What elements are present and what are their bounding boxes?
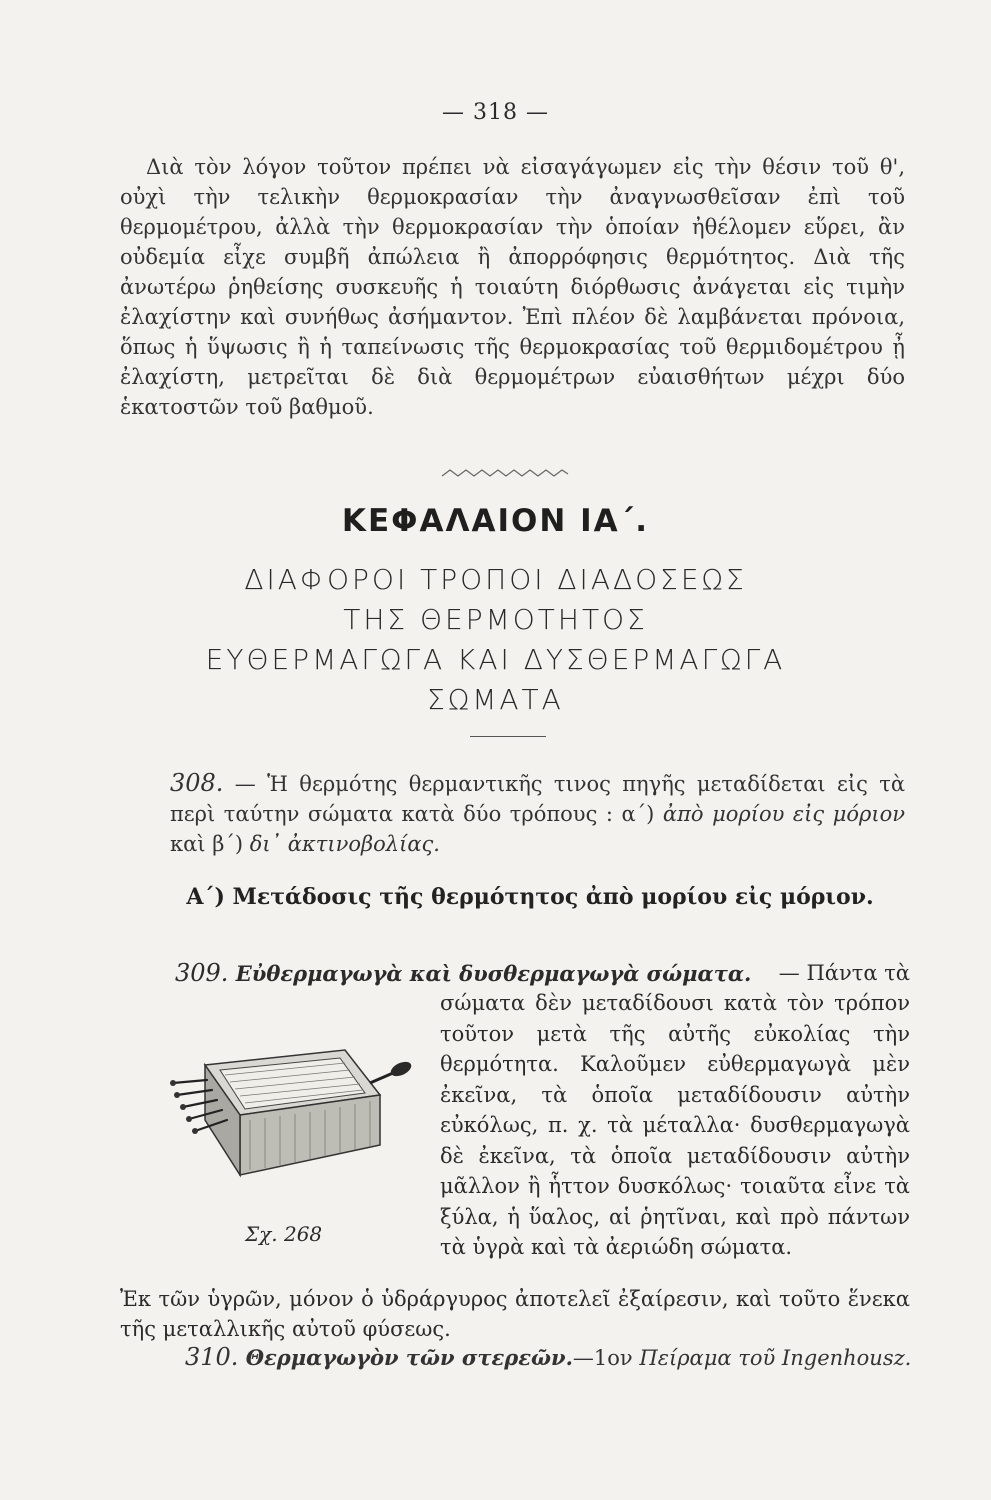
apparatus-illustration bbox=[165, 1025, 415, 1205]
section-309-body: σώματα δὲν μεταδίδουσι κατὰ τὸν τρόπον τοῦτον μετὰ τῆς αὐτῆς εὐκολίας τὴν θερμότητα. Καλοῦμεν εὐθερμαγωγὰ μὲν ἐκεῖνα, τὰ ὁποῖα μεταδίδουσιν αὐτὴν εὐκόλως, π. χ. τὰ μέταλλα· δυσθερμαγωγὰ δὲ ἐκεῖνα, τὰ ὁποῖα μεταδίδουσιν αὐτὴν μᾶλλον ἢ ἧττον δυσκόλως· τοιαῦτα εἶνε τὰ ξύλα, ἡ ὕαλος, αἱ ῥητῖναι, καὶ πρὸ πάντων τὰ ὑγρὰ καὶ τὰ ἀεριώδη σώματα. bbox=[440, 991, 910, 1259]
section-309-tail: Ἐκ τῶν ὑγρῶν, μόνον ὁ ὑδράργυρος ἀποτελεῖ ἐξαίρεσιν, καὶ τοῦτο ἕνεκα τῆς μεταλλικῆς αὐτοῦ φύσεως. bbox=[120, 1287, 910, 1341]
page-number: — 318 — bbox=[442, 100, 549, 125]
figure-caption: Σχ. 268 bbox=[245, 1222, 323, 1246]
section-text: καὶ β΄) bbox=[170, 832, 250, 856]
chapter-title-line: ΤΗΣ ΘΕΡΜΟΤΗΤΟΣ bbox=[343, 603, 648, 636]
section-text: — Ἡ θερμότης θερμαντικῆς τινος πηγῆς μεταδίδεται εἰς τὰ περὶ ταύτην σώματα κατὰ δύο τρόπους : α΄) bbox=[170, 772, 905, 826]
title-rule bbox=[470, 736, 546, 737]
section-308 bbox=[120, 768, 905, 859]
subsection-heading: Α΄) Μετάδοσις τῆς θερμότητος ἀπὸ μορίου εἰς μόριον. bbox=[186, 884, 874, 910]
chapter-title-line: ΣΩΜΑΤΑ bbox=[427, 683, 564, 716]
section-lead: — Πάντα τὰ bbox=[778, 961, 910, 985]
ornament-divider bbox=[440, 464, 570, 484]
section-italic: ἀπὸ μορίου εἰς μόριον bbox=[662, 802, 906, 826]
intro-paragraph: Διὰ τὸν λόγον τοῦτον πρέπει νὰ εἰσαγάγωμεν εἰς τὴν θέσιν τοῦ θ', οὐχὶ τὴν τελικὴν θερμοκρασίαν τὴν ἀναγνωσθεῖσαν ἐπὶ τοῦ θερμομέτρου, ἀλλὰ τὴν θερμοκρασίαν τὴν ὁποίαν ἠθέλομεν εὕρει, ἂν οὐδεμία εἶχε συμβῆ ἀπώλεια ἢ ἀπορρόφησις θερμότητος. Διὰ τῆς ἀνωτέρω ῥηθείσης συσκευῆς ἡ τοιαύτη διόρθωσις ἀνάγεται εἰς τιμὴν ἐλαχίστην καὶ συνήθως ἀσήμαντον. Ἐπὶ πλέον δὲ λαμβάνεται πρόνοια, ὅπως ἡ ὕψωσις ἢ ἡ ταπείνωσις τῆς θερμοκρασίας τοῦ θερμιδομέτρου ᾖ ἐλαχίστη, μετρεῖται δὲ διὰ θερμομέτρων εὐαισθήτων μέχρι δύο ἑκατοστῶν τοῦ βαθμοῦ. bbox=[120, 155, 905, 419]
section-title: Θερμαγωγὸν τῶν στερεῶν. bbox=[238, 1345, 573, 1370]
section-title: Εὐθερμαγωγὰ καὶ δυσθερμαγωγὰ σώματα. bbox=[228, 961, 752, 986]
section-number: 309. bbox=[175, 959, 229, 987]
section-number: 308. bbox=[170, 769, 224, 797]
section-text: —1ον bbox=[572, 1346, 640, 1370]
section-italic: δι᾽ ἀκτινοβολίας. bbox=[249, 832, 440, 856]
section-309-heading bbox=[175, 958, 910, 989]
chapter-heading: ΚΕΦΑΛΑΙΟΝ ΙΑ΄. bbox=[341, 503, 650, 539]
chapter-title-line: ΔΙΑΦΟΡΟΙ ΤΡΟΠΟΙ ΔΙΑΔΟΣΕΩΣ bbox=[244, 563, 747, 596]
section-310 bbox=[185, 1342, 915, 1373]
chapter-title-line: ΕΥΘΕΡΜΑΓΩΓΑ ΚΑΙ ΔΥΣΘΕΡΜΑΓΩΓΑ bbox=[205, 643, 786, 676]
section-italic: Πείραμα τοῦ Ingenhousz. bbox=[639, 1346, 912, 1370]
section-number: 310. bbox=[185, 1343, 239, 1371]
